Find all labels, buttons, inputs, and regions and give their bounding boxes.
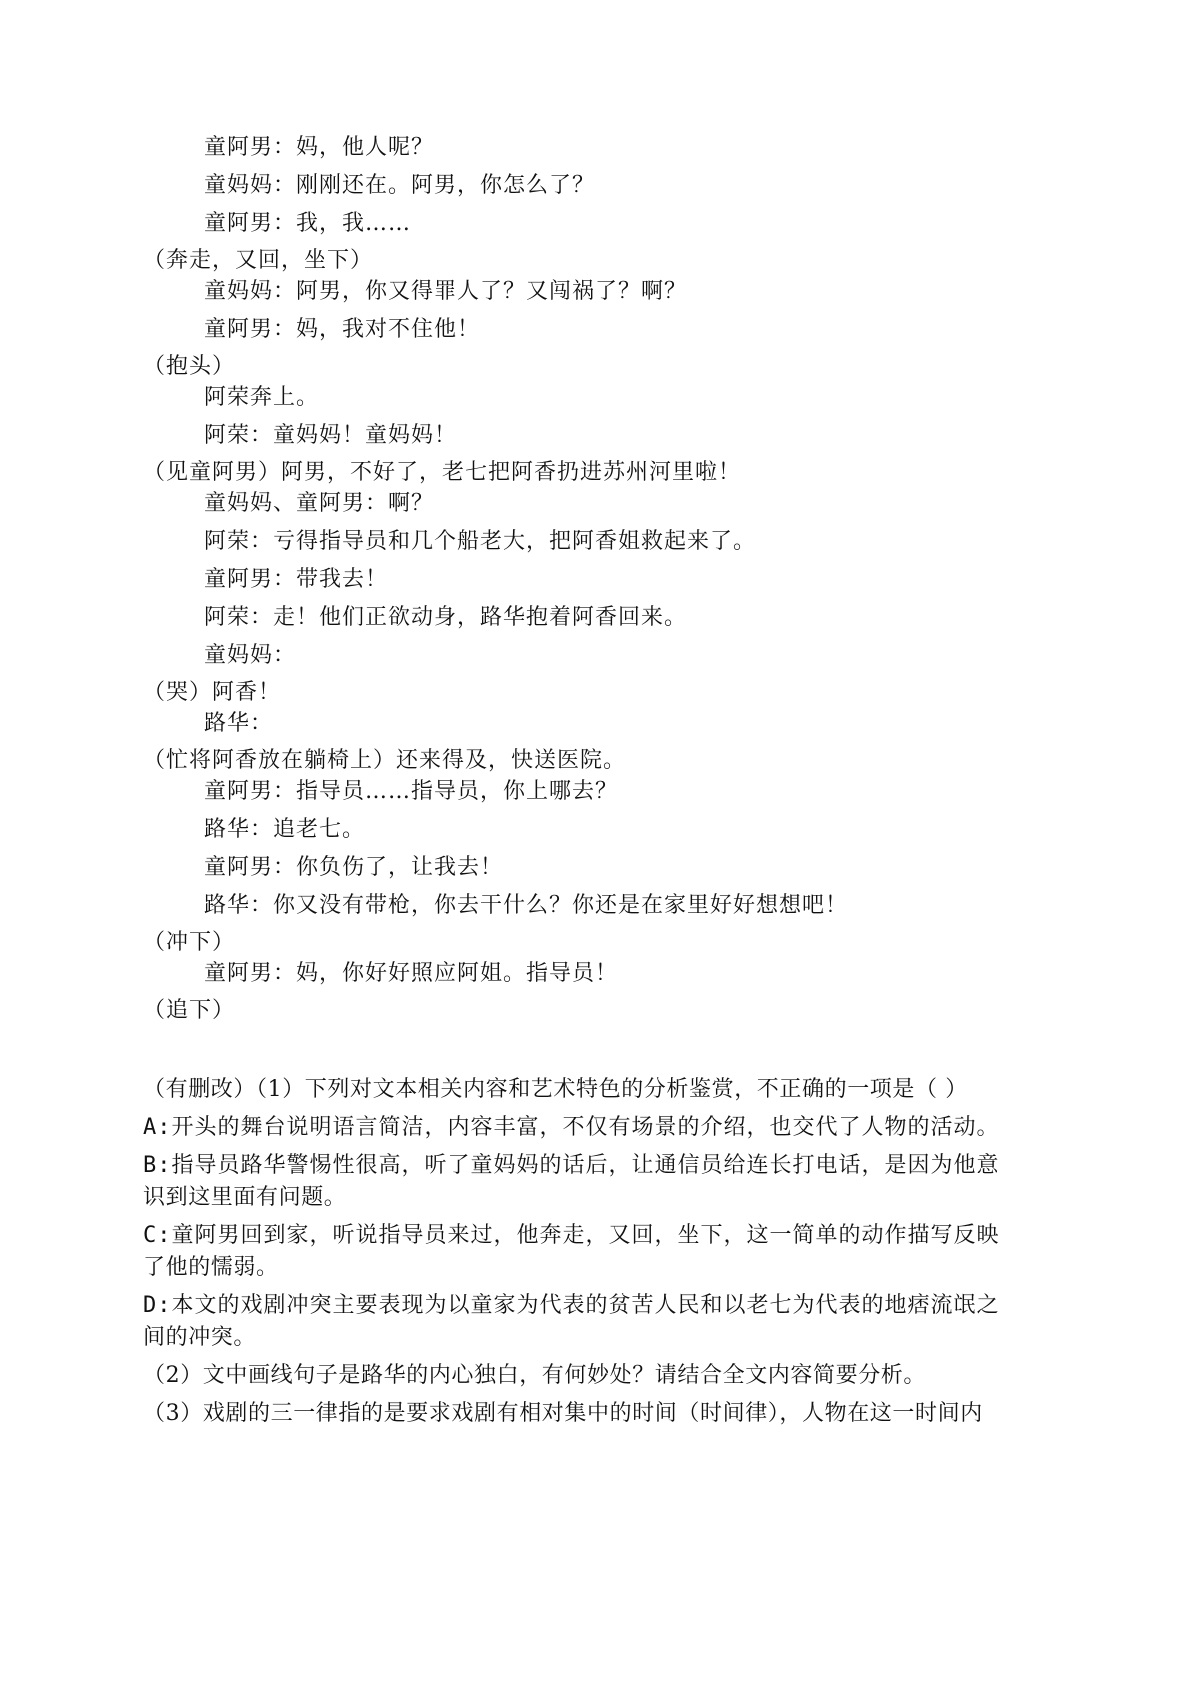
dialogue-line: 童阿男：妈，他人呢？ bbox=[204, 135, 435, 160]
dialogue-line: 阿荣奔上。 bbox=[204, 385, 320, 410]
dialogue-line: 阿荣：童妈妈！童妈妈！ bbox=[204, 423, 458, 448]
question-1-stem: （有删改）（1）下列对文本相关内容和艺术特色的分析鉴赏，不正确的一项是（ ） bbox=[143, 1077, 968, 1102]
dialogue-line: 童阿男：指导员……指导员，你上哪去？ bbox=[204, 779, 619, 804]
option-label: C: bbox=[143, 1223, 172, 1248]
dialogue-line: 路华： bbox=[204, 711, 274, 736]
question-2: （2）文中画线句子是路华的内心独白，有何妙处？请结合全文内容简要分析。 bbox=[143, 1363, 926, 1388]
dialogue-line: 阿荣：亏得指导员和几个船老大，把阿香姐救起来了。 bbox=[204, 529, 757, 554]
stage-direction: （追下） bbox=[143, 998, 236, 1023]
option-d bbox=[143, 1291, 1000, 1321]
stage-direction: （冲下） bbox=[143, 930, 236, 955]
option-b bbox=[143, 1151, 1000, 1181]
option-c bbox=[143, 1221, 1000, 1251]
option-label: A: bbox=[143, 1115, 172, 1140]
dialogue-line: 童妈妈、童阿男：啊？ bbox=[204, 491, 435, 516]
dialogue-line: 阿荣：走！他们正欲动身，路华抱着阿香回来。 bbox=[204, 605, 688, 630]
stage-direction: （抱头） bbox=[143, 354, 236, 379]
dialogue-line: 童阿男：带我去！ bbox=[204, 567, 389, 592]
dialogue-line: 童妈妈： bbox=[204, 643, 297, 668]
option-text: 开头的舞台说明语言简洁，内容丰富，不仅有场景的介绍，也交代了人物的活动。 bbox=[171, 1115, 1000, 1140]
option-b-continuation: 识到这里面有问题。 bbox=[143, 1185, 347, 1210]
stage-direction: （奔走，又回，坐下） bbox=[143, 248, 374, 273]
dialogue-line: 童妈妈：阿男，你又得罪人了？又闯祸了？啊？ bbox=[204, 279, 688, 304]
option-text: 本文的戏剧冲突主要表现为以童家为代表的贫苦人民和以老七为代表的地痞流氓之 bbox=[171, 1293, 1000, 1318]
dialogue-line: 路华：你又没有带枪，你去干什么？你还是在家里好好想想吧！ bbox=[204, 893, 849, 918]
option-text: 童阿男回到家，听说指导员来过，他奔走，又回，坐下，这一简单的动作描写反映 bbox=[171, 1223, 1000, 1248]
stage-direction: （见童阿男）阿男，不好了，老七把阿香扔进苏州河里啦！ bbox=[143, 460, 742, 485]
option-text: 指导员路华警惕性很高，听了童妈妈的话后，让通信员给连长打电话，是因为他意 bbox=[171, 1153, 1000, 1178]
question-3: （3）戏剧的三一律指的是要求戏剧有相对集中的时间（时间律），人物在这一时间内 bbox=[143, 1401, 983, 1426]
dialogue-line: 童阿男：你负伤了，让我去！ bbox=[204, 855, 504, 880]
dialogue-line: 童阿男：妈，我对不住他！ bbox=[204, 317, 481, 342]
dialogue-line: 路华：追老七。 bbox=[204, 817, 366, 842]
stage-direction: （忙将阿香放在躺椅上）还来得及，快送医院。 bbox=[143, 748, 627, 773]
dialogue-line: 童阿男：我，我…… bbox=[204, 211, 412, 236]
option-label: D: bbox=[143, 1293, 172, 1318]
dialogue-line: 童阿男：妈，你好好照应阿姐。指导员！ bbox=[204, 961, 619, 986]
option-d-continuation: 间的冲突。 bbox=[143, 1325, 257, 1350]
option-label: B: bbox=[143, 1153, 172, 1178]
stage-direction: （哭）阿香！ bbox=[143, 680, 282, 705]
option-c-continuation: 了他的懦弱。 bbox=[143, 1255, 279, 1280]
dialogue-line: 童妈妈：刚刚还在。阿男，你怎么了？ bbox=[204, 173, 596, 198]
option-a bbox=[143, 1113, 1000, 1143]
